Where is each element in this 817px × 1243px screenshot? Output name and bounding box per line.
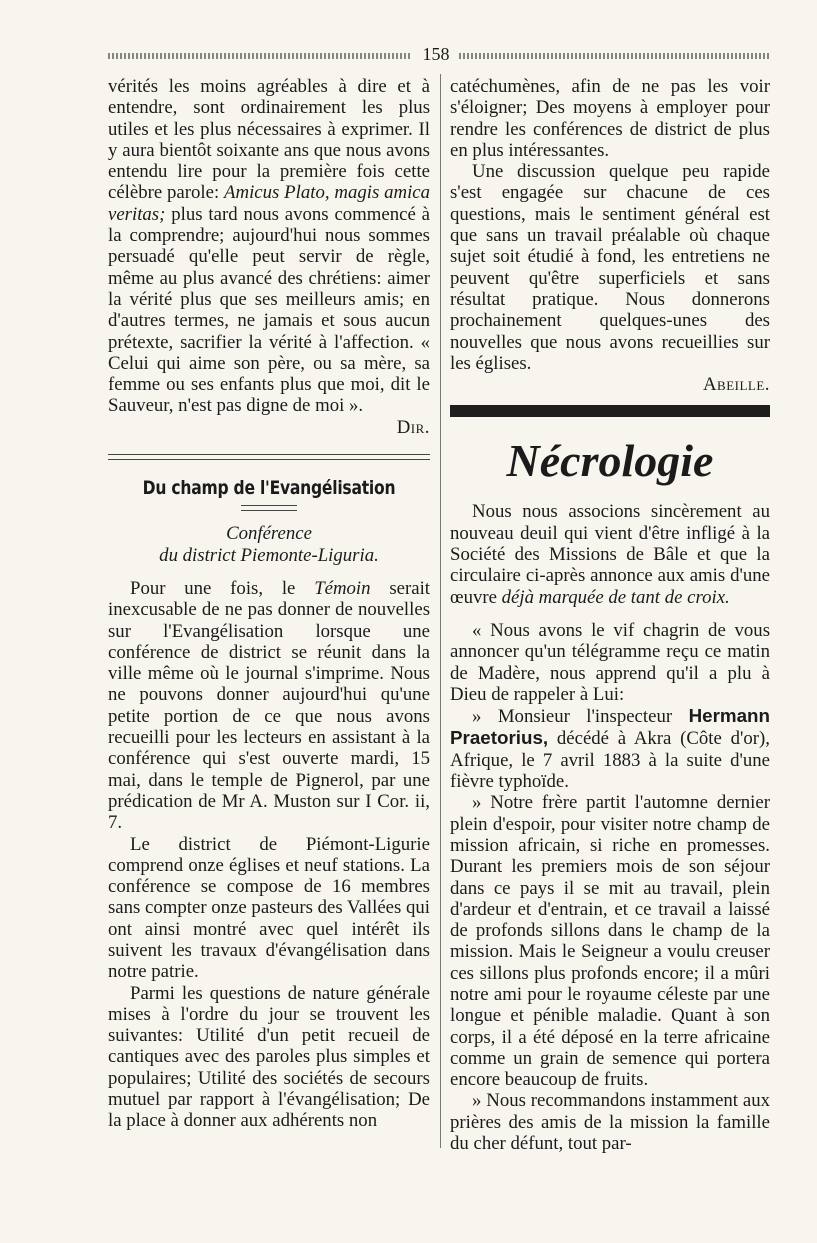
article-paragraph: » Nous recommandons instamment aux prières des amis de la mission la famille du cher défunt, tout par- bbox=[450, 1090, 770, 1155]
article-paragraph: Le district de Piémont-Ligurie comprend onze églises et neuf stations. La conférence se compose de 16 membres sans compter onze pasteurs des Vallées qui ont ainsi montré avec quel intérêt ils suivent les travaux d'évangélisation dans notre patrie. bbox=[108, 833, 430, 983]
article-paragraph: Pour une fois, le Témoin serait inexcusable de ne pas donner de nouvelles sur l'Evangélisation lorsque une conférence de district se réunit dans la ville même où le journal s'imprime. Nous ne pouvons donner aujourd'hui qu'une petite portion de ce que nous avons recueilli pour les lecteurs en assistant à la conférence qui s'est ouverte mardi, 15 mai, dans le temple de Pignerol, par une prédication de Mr A. Muston sur I Cor. ii, 7. bbox=[108, 577, 430, 834]
header-ornament-right bbox=[459, 53, 770, 59]
section-bar bbox=[450, 405, 770, 417]
deceased-name: Hermann Praetorius, bbox=[450, 705, 770, 749]
left-column bbox=[108, 76, 430, 1132]
article-paragraph: Une discussion quelque peu rapide s'est engagée sur chacune de ces questions, mais le sentiment général est que sans un travail préalable où chaque sujet soit étudié à fond, les entretiens ne peuvent qu'être superficiels et sans résultat pratique. Nous donnerons prochainement quelques-unes des nouvelles que nous avons recueillies sur les églises. bbox=[450, 161, 770, 374]
signature: Abeille. bbox=[702, 374, 770, 396]
article-subtitle: Conférence bbox=[226, 523, 312, 545]
page-header bbox=[108, 44, 770, 68]
page-number: 158 bbox=[422, 44, 450, 64]
signature: Dir. bbox=[396, 416, 430, 438]
obituary-heading: Nécrologie bbox=[506, 435, 714, 487]
header-ornament-left bbox=[108, 53, 411, 59]
heading-ornament bbox=[241, 505, 297, 511]
article-paragraph: Nous nous associons sincèrement au nouveau deuil qui vient d'être infligé à la Société des Missions de Bâle et que la circulaire ci-après annonce aux amis d'une œuvre déjà marquée de tant de croix. bbox=[450, 501, 770, 608]
right-column bbox=[450, 76, 770, 1154]
article-subtitle-2: du district Piemonte-Liguria. bbox=[159, 544, 379, 566]
article-paragraph: « Nous avons le vif chagrin de vous annoncer qu'un télégramme reçu ce matin de Madère, nous apprend qu'il a plu à Dieu de rappeler à Lui: bbox=[450, 619, 770, 705]
article-text: vérités les moins agréables à dire et à entendre, sont ordinairement les plus utiles et les plus nécessaires à exprimer. Il y aura bientôt soixante ans que nous avons entendu lire pour la première fois cette célèbre parole: Amicus Plato, magis amica veritas; plus tard nous avons commencé à la comprendre; aujourd'hui nous sommes persuadé qu'elle peut servir de règle, même au plus avancé des chrétiens: aimer la vérité plus que ses meilleurs amis; en d'autres termes, ne jamais et sous aucun prétexte, sacrifier la vérité à l'affection. « Celui qui aime son père, ou sa mère, sa femme ou ses enfants plus que moi, dit le Sauveur, n'est pas digne de moi ». bbox=[108, 76, 431, 417]
article-paragraph: catéchumènes, afin de ne pas les voir s'éloigner; Des moyens à employer pour rendre les conférences de district de plus en plus intéressantes. bbox=[450, 76, 770, 161]
column-divider bbox=[440, 74, 441, 1148]
section-heading: Du champ de l'Evangélisation bbox=[142, 477, 396, 500]
section-divider bbox=[108, 454, 430, 460]
article-paragraph: » Notre frère partit l'automne dernier plein d'espoir, pour visiter notre champ de mission africain, si riche en promesses. Durant les premiers mois de son séjour dans ce pays il se mit au travail, plein d'ardeur et d'entrain, et ce travail a laissé de profonds sillons dans le champ de la mission. Mais le Seigneur a voulu creuser ces sillons plus profonds encore; il a mûri notre ami pour le royaume céleste par une longue et pénible maladie. Quant à son corps, il a été déposé en la terre africaine comme un grain de semence qui portera encore beaucoup de fruits. bbox=[450, 792, 770, 1091]
article-paragraph: Parmi les questions de nature générale mises à l'ordre du jour se trouvent les suivantes: Utilité d'un petit recueil de cantiques avec des paroles plus simples et populaires; Utilité des sociétés de secours mutuel par rapport à l'évangélisation; De la place à donner aux adhérents non bbox=[108, 982, 430, 1132]
article-paragraph: » Monsieur l'inspecteur Hermann Praetorius, décédé à Akra (Côte d'or), Afrique, le 7 avril 1883 à la suite d'une fièvre typhoïde. bbox=[450, 705, 770, 793]
